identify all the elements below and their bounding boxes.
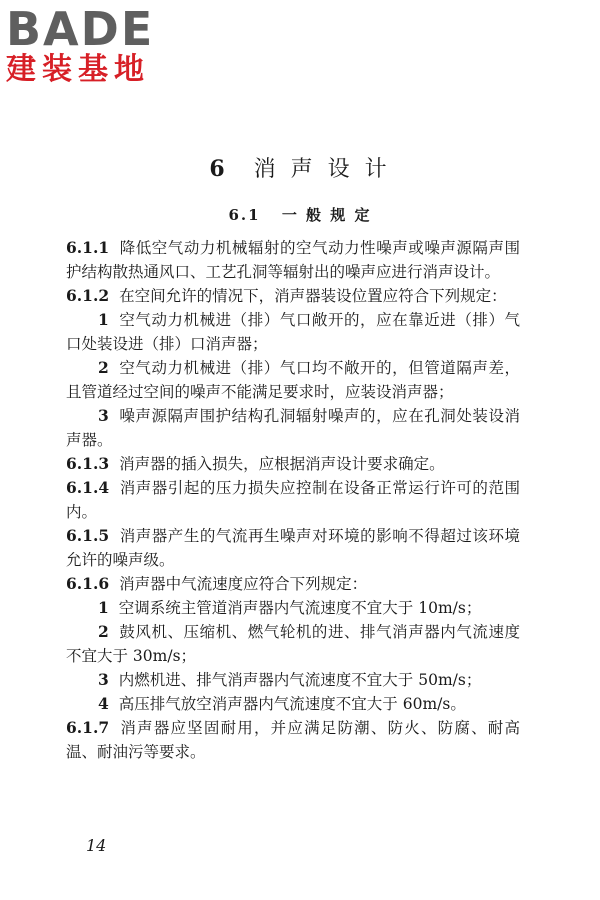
clause-paragraph (66, 452, 520, 476)
item-number: 4 (98, 694, 109, 713)
clause-paragraph (66, 236, 520, 284)
watermark-logo (6, 4, 186, 88)
paragraph-text: 噪声源隔声围护结构孔洞辐射噪声的，应在孔洞处装设消声器。 (66, 407, 520, 449)
chapter-number: 6 (209, 156, 229, 182)
page-number: 14 (86, 836, 107, 855)
clause-number: 6.1.5 (66, 526, 110, 545)
list-item (66, 620, 520, 668)
clause-number: 6.1.6 (66, 574, 110, 593)
clause-paragraph (66, 476, 520, 524)
section-heading (0, 204, 600, 225)
clause-paragraph (66, 284, 520, 308)
paragraph-text: 在空间允许的情况下，消声器装设位置应符合下列规定： (119, 287, 507, 305)
item-number: 3 (98, 670, 109, 689)
paragraph-text: 降低空气动力机械辐射的空气动力性噪声或噪声源隔声围护结构散热通风口、工艺孔洞等辐射出的噪声应进行消声设计。 (66, 239, 520, 281)
paragraph-text: 消声器引起的压力损失应控制在设备正常运行许可的范围内。 (66, 479, 520, 521)
clause-number: 6.1.1 (66, 238, 110, 257)
clause-number: 6.1.2 (66, 286, 110, 305)
logo-subtitle: 建装基地 (6, 52, 150, 87)
clause-number: 6.1.7 (66, 718, 110, 737)
clause-paragraph (66, 716, 520, 764)
paragraph-text: 内燃机进、排气消声器内气流速度不宜大于 50m/s； (118, 671, 482, 689)
paragraph-text: 消声器产生的气流再生噪声对环境的影响不得超过该环境允许的噪声级。 (66, 527, 520, 569)
item-number: 2 (98, 358, 109, 377)
list-item (66, 404, 520, 452)
paragraph-text: 消声器中气流速度应符合下列规定： (119, 575, 368, 593)
section-title: 一 般 规 定 (281, 206, 372, 224)
paragraph-text: 消声器的插入损失，应根据消声设计要求确定。 (119, 455, 445, 473)
chapter-title: 消 声 设 计 (253, 157, 391, 182)
list-item (66, 668, 520, 692)
list-item (66, 692, 520, 716)
clause-number: 6.1.3 (66, 454, 110, 473)
chapter-heading (0, 152, 600, 183)
list-item (66, 356, 520, 404)
paragraph-text: 消声器应坚固耐用，并应满足防潮、防火、防腐、耐高温、耐油污等要求。 (66, 719, 520, 761)
section-number: 6.1 (228, 206, 261, 224)
item-number: 3 (98, 406, 109, 425)
clause-number: 6.1.4 (66, 478, 110, 497)
paragraph-text: 空气动力机械进（排）气口均不敞开的，但管道隔声差，且管道经过空间的噪声不能满足要求时，应装设消声器； (66, 359, 520, 401)
list-item (66, 596, 520, 620)
paragraph-text: 空气动力机械进（排）气口敞开的，应在靠近进（排）气口处装设进（排）口消声器； (66, 311, 520, 353)
document-body (66, 236, 520, 764)
clause-paragraph (66, 524, 520, 572)
item-number: 1 (98, 598, 109, 617)
paragraph-text: 高压排气放空消声器内气流速度不宜大于 60m/s。 (118, 695, 466, 713)
paragraph-text: 空调系统主管道消声器内气流速度不宜大于 10m/s； (118, 599, 482, 617)
logo-wordmark: BADE (6, 2, 155, 56)
list-item (66, 308, 520, 356)
item-number: 1 (98, 310, 109, 329)
clause-paragraph (66, 572, 520, 596)
item-number: 2 (98, 622, 109, 641)
paragraph-text: 鼓风机、压缩机、燃气轮机的进、排气消声器内气流速度不宜大于 30m/s； (66, 623, 520, 665)
